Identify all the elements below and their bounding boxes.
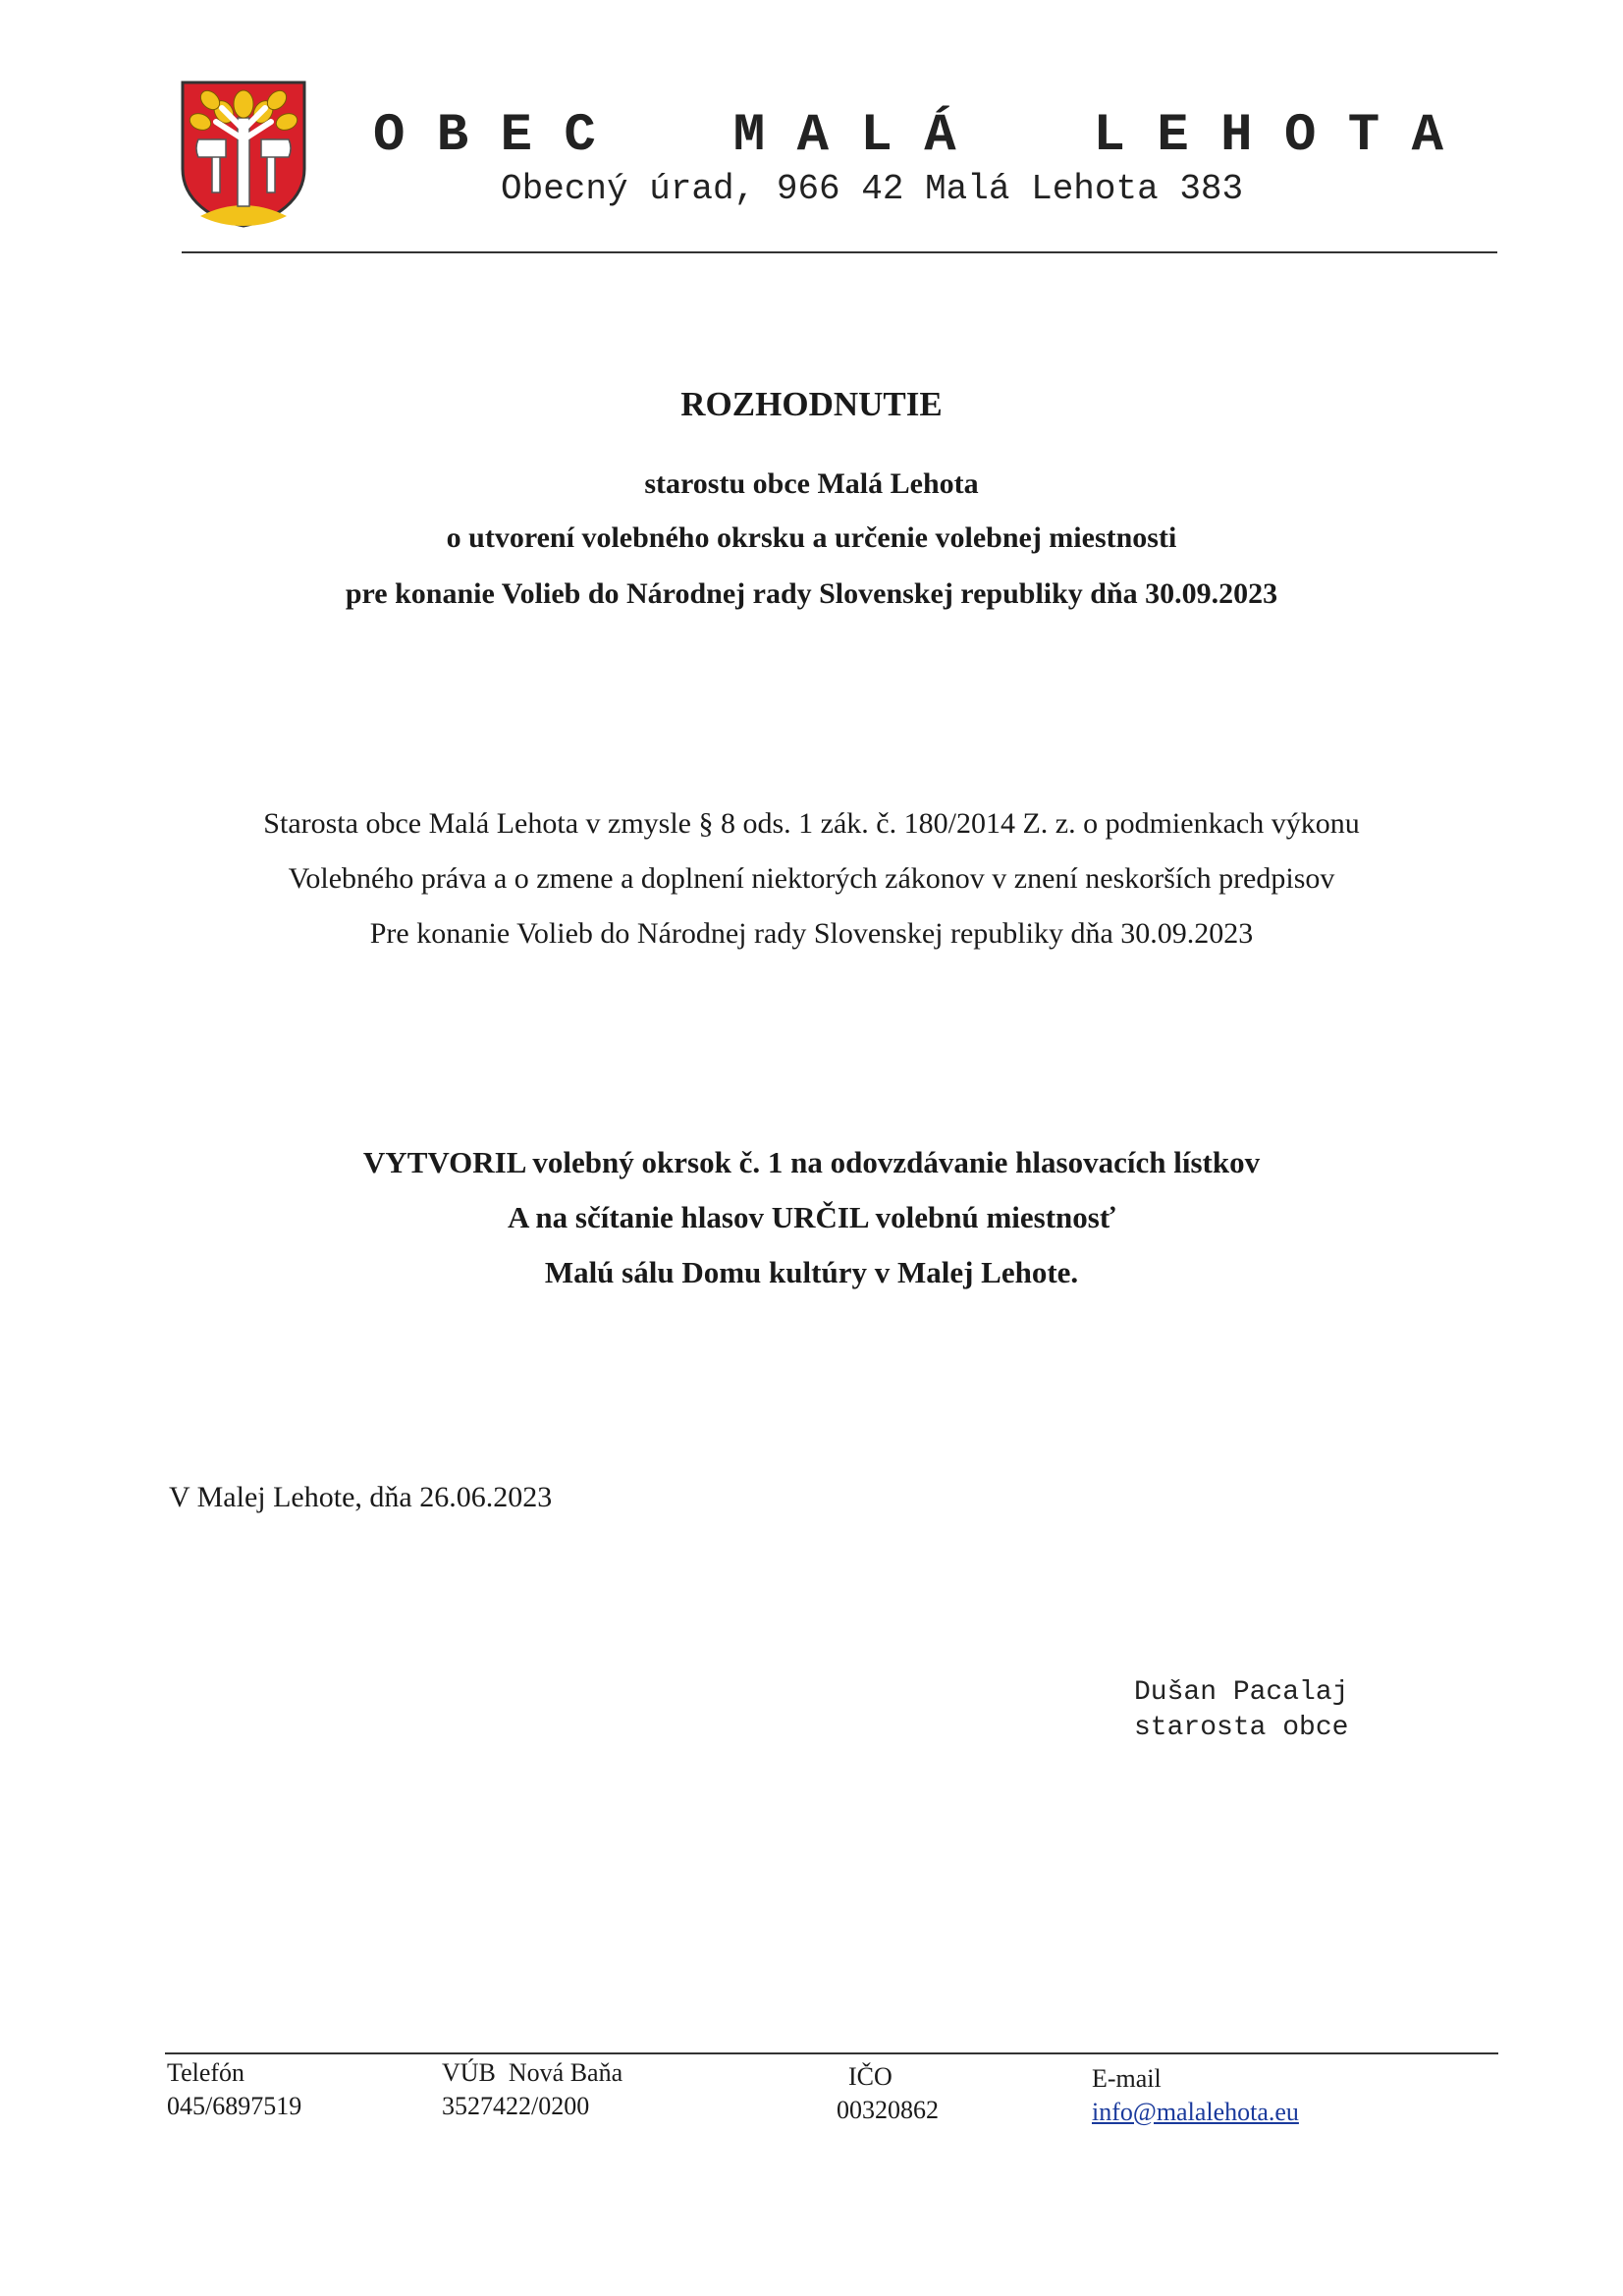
- footer-email: [1092, 2062, 1299, 2129]
- bank-label: VÚB Nová Baňa: [442, 2058, 623, 2087]
- signatory-name: Dušan Pacalaj: [1134, 1677, 1349, 1708]
- footer-divider: [165, 2052, 1498, 2054]
- decision-line-1: VYTVORIL volebný okrsok č. 1 na odovzdávanie hlasovacích lístkov: [362, 1145, 1261, 1179]
- body-line-3: Pre konanie Volieb do Národnej rady Slovenskej republiky dňa 30.09.2023: [369, 917, 1254, 950]
- subtitle-line-2: o utvorení volebného okrsku a určenie volebnej miestnosti: [446, 521, 1177, 554]
- signatory-role: starosta obce: [1134, 1713, 1349, 1743]
- footer-bank: [442, 2056, 622, 2123]
- place-and-date: V Malej Lehote, dňa 26.06.2023: [169, 1481, 553, 1513]
- footer-phone: [167, 2056, 301, 2123]
- signature-block: [1134, 1675, 1348, 1746]
- decision-line-3: Malú sálu Domu kultúry v Malej Lehote.: [544, 1255, 1079, 1289]
- subtitle-line-3: pre konanie Volieb do Národnej rady Slovenskej republiky dňa 30.09.2023: [345, 577, 1278, 610]
- phone-label: Telefón: [167, 2058, 245, 2087]
- office-address: Obecný úrad, 966 42 Malá Lehota 383: [501, 169, 1244, 209]
- email-link[interactable]: info@malalehota.eu: [1092, 2098, 1299, 2126]
- header-divider: [182, 251, 1497, 253]
- subtitle-line-1: starostu obce Malá Lehota: [644, 467, 979, 500]
- decision-line-2: A na sčítanie hlasov URČIL volebnú miestnosť: [507, 1200, 1116, 1234]
- municipality-title: [373, 106, 1443, 166]
- email-label: E-mail: [1092, 2064, 1162, 2093]
- bank-account: 3527422/0200: [442, 2092, 590, 2120]
- title-word-obec: O B E C: [373, 106, 596, 166]
- ico-label: IČO: [848, 2062, 893, 2091]
- footer-ico: [837, 2060, 939, 2127]
- document-title: ROZHODNUTIE: [680, 385, 943, 423]
- phone-value: 045/6897519: [167, 2092, 302, 2120]
- title-word-lehota: L E H O T A: [1093, 106, 1443, 166]
- ico-value: 00320862: [837, 2096, 939, 2124]
- title-word-mala: M A L Á: [732, 106, 956, 166]
- body-line-1: Starosta obce Malá Lehota v zmysle § 8 ods. 1 zák. č. 180/2014 Z. z. o podmienkach výkonu: [263, 807, 1360, 840]
- body-line-2: Volebného práva a o zmene a doplnení niektorých zákonov v znení neskorších predpisov: [288, 862, 1335, 895]
- coat-of-arms-icon: [179, 79, 308, 228]
